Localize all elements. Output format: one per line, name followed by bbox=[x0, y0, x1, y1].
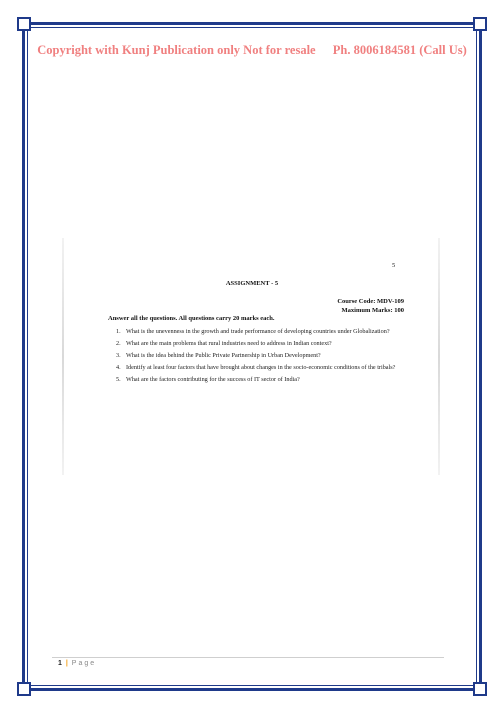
question-item bbox=[111, 339, 411, 349]
question-item bbox=[111, 327, 411, 337]
question-list bbox=[111, 327, 411, 387]
question-number: 4. bbox=[116, 364, 121, 371]
question-text: Identify at least four factors that have brought about changes in the socio-economic conditions of the tribals? bbox=[126, 364, 396, 371]
border-corner-ornament bbox=[17, 17, 31, 31]
page-shadow-left bbox=[62, 238, 64, 475]
question-text: What is the unevenness in the growth and trade performance of developing countries under Globalization? bbox=[126, 328, 390, 335]
page-footer bbox=[58, 660, 96, 667]
border-corner-ornament bbox=[473, 17, 487, 31]
footer-page-number: 1 bbox=[58, 660, 62, 667]
maximum-marks: Maximum Marks: 100 bbox=[341, 307, 404, 314]
copyright-notice: Copyright with Kunj Publication only Not for resale bbox=[37, 43, 316, 57]
assignment-page-number: 5 bbox=[392, 262, 396, 269]
contact-phone: Ph. 8006184581 (Call Us) bbox=[332, 43, 467, 57]
question-item bbox=[111, 351, 411, 361]
question-number: 2. bbox=[116, 340, 121, 347]
question-item bbox=[111, 363, 411, 373]
question-item bbox=[111, 375, 411, 385]
course-code: Course Code: MDV-109 bbox=[337, 298, 404, 305]
assignment-instructions: Answer all the questions. All questions carry 20 marks each. bbox=[108, 315, 275, 322]
question-text: What are the factors contributing for the success of IT sector of India? bbox=[126, 376, 300, 383]
question-number: 5. bbox=[116, 376, 121, 383]
question-number: 1. bbox=[116, 328, 121, 335]
copyright-header bbox=[0, 43, 504, 58]
question-text: What is the idea behind the Public Private Partnership in Urban Development? bbox=[126, 352, 321, 359]
footer-divider bbox=[52, 657, 444, 658]
footer-page-label: Page bbox=[71, 660, 97, 667]
border-corner-ornament bbox=[473, 682, 487, 696]
question-text: What are the main problems that rural industries need to address in Indian context? bbox=[126, 340, 332, 347]
question-number: 3. bbox=[116, 352, 121, 359]
page-shadow-right bbox=[438, 238, 440, 475]
assignment-title: ASSIGNMENT - 5 bbox=[225, 280, 279, 287]
border-corner-ornament bbox=[17, 682, 31, 696]
footer-separator: | bbox=[65, 660, 68, 667]
